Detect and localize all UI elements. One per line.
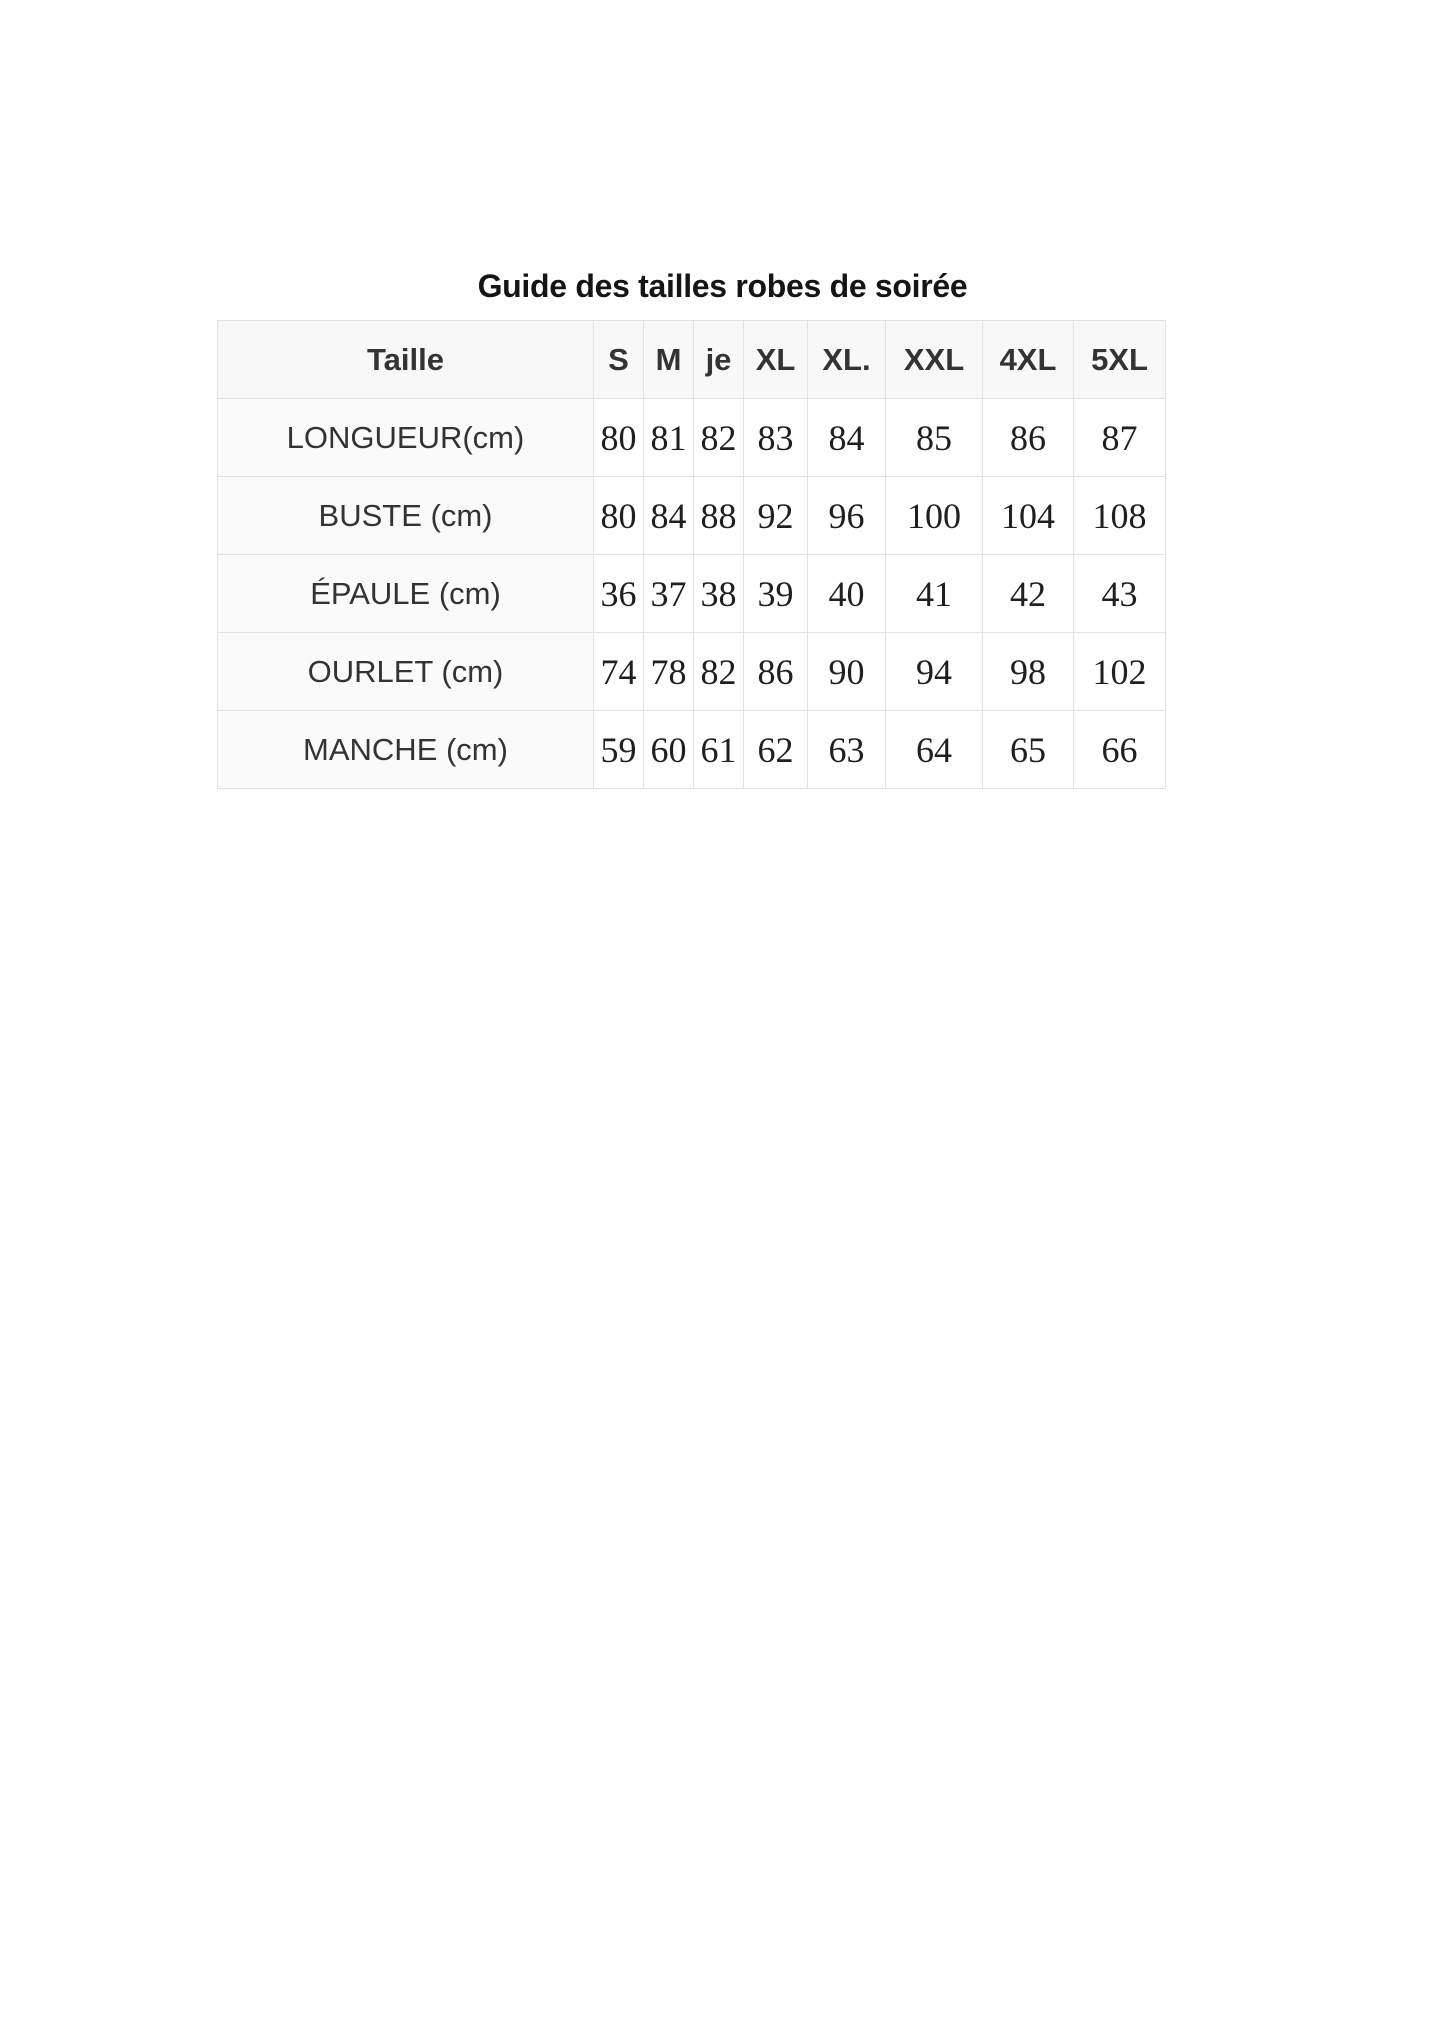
column-header-4xl: 4XL: [983, 321, 1074, 399]
value-cell: 90: [808, 633, 886, 711]
table-row-epaule: [218, 555, 1166, 633]
row-label-manche: MANCHE (cm): [218, 711, 594, 789]
value-cell: 108: [1074, 477, 1166, 555]
value-cell: 74: [594, 633, 644, 711]
value-cell: 40: [808, 555, 886, 633]
value-cell: 78: [644, 633, 694, 711]
column-header-xxl: XXL: [886, 321, 983, 399]
value-cell: 80: [594, 477, 644, 555]
column-header-xl: XL: [744, 321, 808, 399]
value-cell: 39: [744, 555, 808, 633]
table-header-row: [218, 321, 1166, 399]
column-header-xl-dot: XL.: [808, 321, 886, 399]
value-cell: 100: [886, 477, 983, 555]
value-cell: 88: [694, 477, 744, 555]
value-cell: 41: [886, 555, 983, 633]
value-cell: 59: [594, 711, 644, 789]
column-header-5xl: 5XL: [1074, 321, 1166, 399]
row-label-ourlet: OURLET (cm): [218, 633, 594, 711]
column-header-m: M: [644, 321, 694, 399]
value-cell: 98: [983, 633, 1074, 711]
value-cell: 84: [644, 477, 694, 555]
row-label-buste: BUSTE (cm): [218, 477, 594, 555]
size-guide-table: [217, 320, 1166, 789]
value-cell: 66: [1074, 711, 1166, 789]
value-cell: 80: [594, 399, 644, 477]
value-cell: 63: [808, 711, 886, 789]
table-row-buste: [218, 477, 1166, 555]
value-cell: 37: [644, 555, 694, 633]
value-cell: 60: [644, 711, 694, 789]
column-header-je: je: [694, 321, 744, 399]
value-cell: 36: [594, 555, 644, 633]
table-row-ourlet: [218, 633, 1166, 711]
page-title: Guide des tailles robes de soirée: [477, 268, 968, 304]
value-cell: 82: [694, 633, 744, 711]
value-cell: 96: [808, 477, 886, 555]
value-cell: 104: [983, 477, 1074, 555]
value-cell: 86: [983, 399, 1074, 477]
value-cell: 38: [694, 555, 744, 633]
column-header-taille: Taille: [218, 321, 594, 399]
value-cell: 62: [744, 711, 808, 789]
value-cell: 84: [808, 399, 886, 477]
value-cell: 81: [644, 399, 694, 477]
column-header-s: S: [594, 321, 644, 399]
value-cell: 85: [886, 399, 983, 477]
table-row-longueur: [218, 399, 1166, 477]
value-cell: 61: [694, 711, 744, 789]
value-cell: 43: [1074, 555, 1166, 633]
value-cell: 83: [744, 399, 808, 477]
row-label-longueur: LONGUEUR(cm): [218, 399, 594, 477]
value-cell: 42: [983, 555, 1074, 633]
table-row-manche: [218, 711, 1166, 789]
value-cell: 82: [694, 399, 744, 477]
value-cell: 64: [886, 711, 983, 789]
value-cell: 65: [983, 711, 1074, 789]
value-cell: 102: [1074, 633, 1166, 711]
row-label-epaule: ÉPAULE (cm): [218, 555, 594, 633]
value-cell: 94: [886, 633, 983, 711]
value-cell: 87: [1074, 399, 1166, 477]
value-cell: 92: [744, 477, 808, 555]
value-cell: 86: [744, 633, 808, 711]
